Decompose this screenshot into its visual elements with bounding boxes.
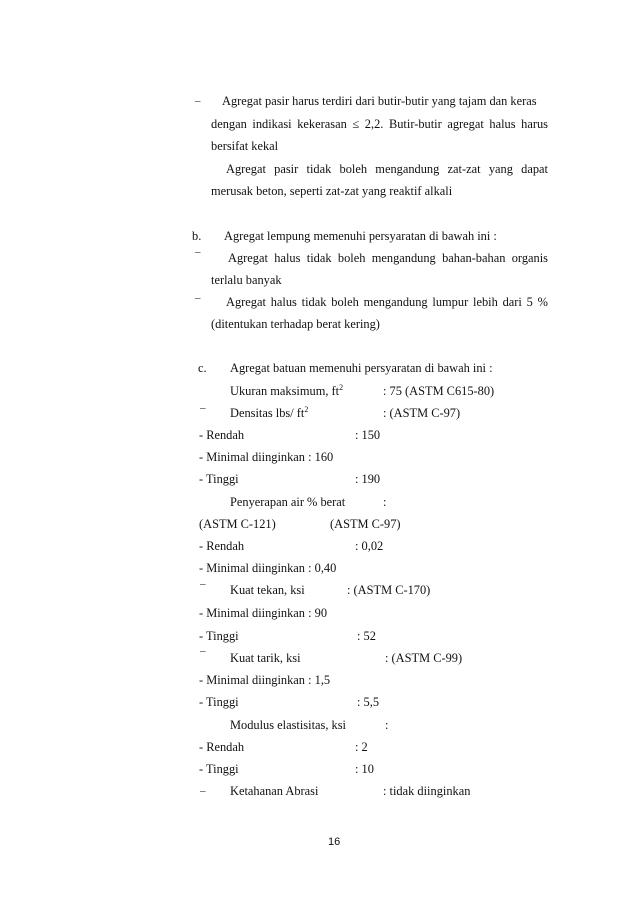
bullet-marker: – xyxy=(200,578,206,590)
bullet-marker: – xyxy=(195,95,201,107)
section-b-heading: Agregat lempung memenuhi persyaratan di bawah ini : xyxy=(224,229,497,243)
modulus-tinggi-label: - Tinggi xyxy=(199,762,239,776)
bullet-marker: – xyxy=(200,785,206,797)
ukuran-label xyxy=(230,385,343,397)
densitas-text: Densitas lbs/ ft xyxy=(230,406,305,420)
section-b-label: b. xyxy=(192,229,202,243)
list-a-item2-line1: Agregat pasir tidak boleh mengandung zat-zat yang dapat xyxy=(226,162,548,176)
densitas-rendah-label: - Rendah xyxy=(199,428,245,442)
list-a-item2-line2: merusak beton, seperti zat-zat yang reaktif alkali xyxy=(211,184,453,198)
penyerapan-rendah-label: - Rendah xyxy=(199,539,245,553)
section-b-item1-line1: Agregat halus tidak boleh mengandung bahan-bahan organis xyxy=(228,251,548,265)
densitas-minimal: - Minimal diinginkan : 160 xyxy=(199,450,334,464)
page-number: 16 xyxy=(328,836,341,848)
densitas-tinggi-label: - Tinggi xyxy=(199,472,239,486)
section-b-item1-line2: terlalu banyak xyxy=(211,273,282,287)
astm-c121: (ASTM C-121) xyxy=(199,517,276,531)
modulus-rendah-value: : 2 xyxy=(355,740,368,754)
modulus-colon: : xyxy=(385,718,389,732)
modulus-tinggi-value: : 10 xyxy=(355,762,374,776)
modulus-label: Modulus elastisitas, ksi xyxy=(230,718,346,732)
tekan-minimal: - Minimal diinginkan : 90 xyxy=(199,606,328,620)
abrasi-label: Ketahanan Abrasi xyxy=(230,784,319,798)
penyerapan-label: Penyerapan air % berat xyxy=(230,495,346,509)
superscript: 2 xyxy=(304,405,309,414)
bullet-marker: – xyxy=(200,645,206,657)
densitas-value: : (ASTM C-97) xyxy=(383,406,461,420)
bullet-marker: – xyxy=(195,246,201,258)
tarik-tinggi-value: : 5,5 xyxy=(357,695,380,709)
section-c-heading: Agregat batuan memenuhi persyaratan di bawah ini : xyxy=(230,361,493,375)
tarik-value: : (ASTM C-99) xyxy=(385,651,463,665)
ukuran-text: Ukuran maksimum, ft xyxy=(230,384,340,398)
list-a-item1-line1 xyxy=(222,95,548,107)
ukuran-value: : 75 (ASTM C615-80) xyxy=(383,384,495,398)
section-b-item2-line1: Agregat halus tidak boleh mengandung lumpur lebih dari 5 % xyxy=(226,295,548,309)
densitas-label xyxy=(230,407,308,419)
superscript: 2 xyxy=(339,383,344,392)
bullet-marker: – xyxy=(195,292,201,304)
penyerapan-minimal: - Minimal diinginkan : 0,40 xyxy=(199,561,337,575)
tarik-minimal: - Minimal diinginkan : 1,5 xyxy=(199,673,331,687)
list-a-item1-line2: dengan indikasi kekerasan ≤ 2,2. Butir-butir agregat halus harus xyxy=(211,117,548,131)
modulus-rendah-label: - Rendah xyxy=(199,740,245,754)
bullet-marker: – xyxy=(200,402,206,414)
penyerapan-rendah-value: : 0,02 xyxy=(355,539,384,553)
tekan-tinggi-label: - Tinggi xyxy=(199,629,239,643)
tekan-label: Kuat tekan, ksi xyxy=(230,583,305,597)
densitas-tinggi-value: : 190 xyxy=(355,472,381,486)
tarik-tinggi-label: - Tinggi xyxy=(199,695,239,709)
tekan-value: : (ASTM C-170) xyxy=(347,583,431,597)
astm-c97: (ASTM C-97) xyxy=(330,517,401,531)
tekan-tinggi-value: : 52 xyxy=(357,629,376,643)
list-a-item1-line3: bersifat kekal xyxy=(211,139,279,153)
text: Agregat pasir harus terdiri dari butir-butir yang tajam dan keras xyxy=(222,94,537,108)
tarik-label: Kuat tarik, ksi xyxy=(230,651,301,665)
section-b-item2-line2: (ditentukan terhadap berat kering) xyxy=(211,317,380,331)
section-c-label: c. xyxy=(198,361,207,375)
abrasi-value: : tidak diinginkan xyxy=(383,784,471,798)
penyerapan-colon: : xyxy=(383,495,387,509)
densitas-rendah-value: : 150 xyxy=(355,428,381,442)
